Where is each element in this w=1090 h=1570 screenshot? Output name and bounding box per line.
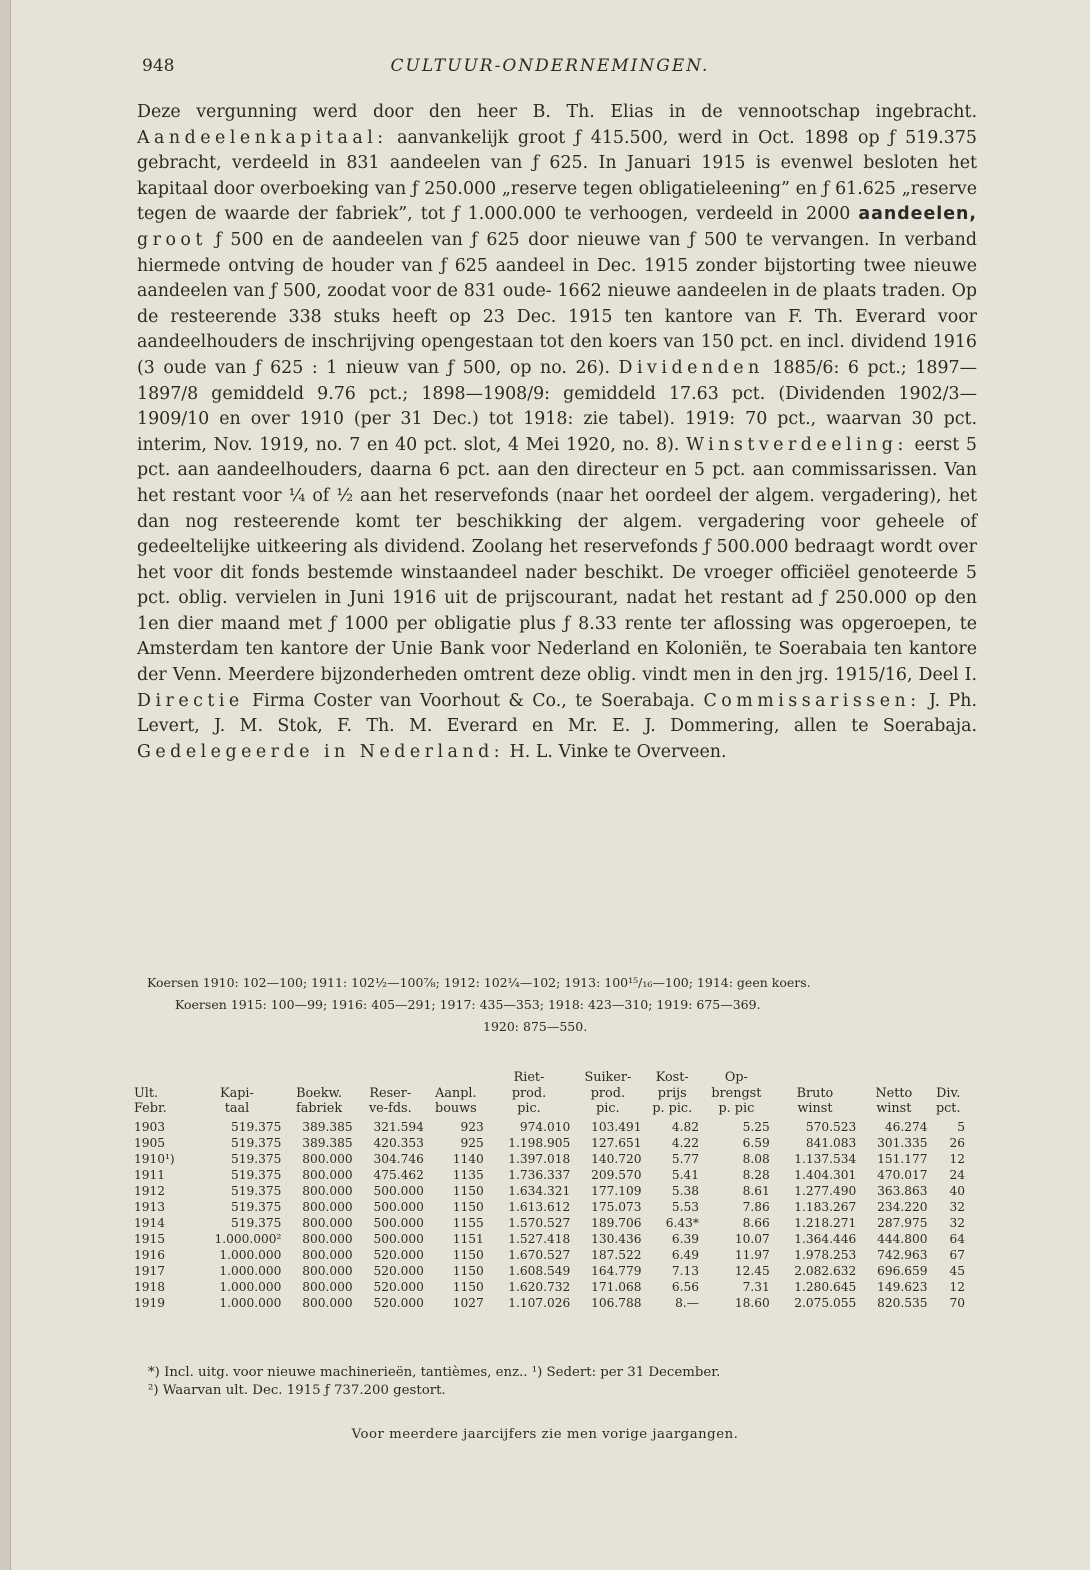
- spaced-heading-directie: Directie: [137, 690, 244, 711]
- price-quotes-line: Koersen 1910: 102—100; 1911: 102½—100⅞; 1912: 102¼—102; 1913: 100¹⁵/₁₆—100; 1914: geen koers.: [147, 975, 811, 990]
- table-row: [132, 1295, 967, 1311]
- table-cell: 520.000: [373, 1295, 424, 1310]
- table-cell: 500.000: [373, 1199, 424, 1214]
- financial-table: [132, 1070, 967, 1311]
- table-cell: 18.60: [734, 1295, 770, 1310]
- table-cell: 1.364.446: [794, 1231, 857, 1246]
- table-cell: 127.651: [591, 1135, 642, 1150]
- table-cell: 149.623: [877, 1279, 928, 1294]
- text-run: 1885/6: 6 pct.; 1897—1897/8 gemiddeld 9.76 pct.; 1898—1908/9: gemiddeld 17.63 pct. (Dividenden 1902/3—1909/10 en over 1910 (per 31 Dec.) tot 1918: zie tabel). 1919: 70 pct., waarvan 30 pct. interim, Nov. 1919, no. 7 en 40 pct. slot, 4 Mei 1920, no. 8).: [137, 357, 977, 455]
- table-cell: 1.000.000: [219, 1295, 282, 1310]
- spaced-word-groot: groot: [137, 229, 207, 250]
- table-cell: 1155: [452, 1215, 484, 1230]
- table-cell: 151.177: [877, 1151, 928, 1166]
- table-header-cell: Aanpl. bouws: [435, 1085, 477, 1116]
- table-cell: 519.375: [231, 1183, 282, 1198]
- table-cell: 444.800: [877, 1231, 928, 1246]
- table-cell: 1150: [452, 1247, 484, 1262]
- page-edge: [0, 0, 11, 1570]
- page-number: 948: [142, 56, 175, 76]
- table-cell: 2.075.055: [794, 1295, 857, 1310]
- table-cell: 140.720: [591, 1151, 642, 1166]
- table-cell: 520.000: [373, 1247, 424, 1262]
- text-run: Firma Coster van Voorhout & Co., te Soerabaja.: [243, 690, 704, 711]
- table-cell: 12: [949, 1151, 965, 1166]
- table-cell: 6.43*: [665, 1215, 699, 1230]
- table-cell: 800.000: [302, 1199, 353, 1214]
- table-cell: 696.659: [877, 1263, 928, 1278]
- table-cell: 7.86: [742, 1199, 770, 1214]
- table-cell: 500.000: [373, 1183, 424, 1198]
- table-header-cell: Ult. Febr.: [134, 1085, 167, 1116]
- table-cell: 1.736.337: [508, 1167, 571, 1182]
- table-cell: 46.274: [884, 1119, 928, 1134]
- table-cell: 1150: [452, 1263, 484, 1278]
- table-cell: 820.535: [877, 1295, 928, 1310]
- table-cell: 800.000: [302, 1183, 353, 1198]
- table-cell: 1.978.253: [794, 1247, 857, 1262]
- table-cell: 520.000: [373, 1279, 424, 1294]
- table-header-cell: Bruto winst: [796, 1085, 834, 1116]
- table-cell: 301.335: [877, 1135, 928, 1150]
- table-row: [132, 1279, 967, 1295]
- table-header-cell: Kapi- taal: [220, 1085, 254, 1116]
- spaced-heading-dividenden: Dividenden: [618, 357, 764, 378]
- table-row: [132, 1151, 967, 1167]
- table-header-cell: Boekw. fabriek: [295, 1085, 343, 1116]
- table-cell: 6.59: [742, 1135, 770, 1150]
- footnotes: [148, 1364, 978, 1399]
- table-cell: 304.746: [373, 1151, 424, 1166]
- table-row: [132, 1183, 967, 1199]
- table-cell: 8.61: [742, 1183, 770, 1198]
- table-cell: 500.000: [373, 1231, 424, 1246]
- table-cell: 519.375: [231, 1119, 282, 1134]
- table-cell: 841.083: [805, 1135, 857, 1150]
- table-cell: 1.107.026: [508, 1295, 571, 1310]
- table-cell: 5.38: [671, 1183, 699, 1198]
- table-cell: 570.523: [805, 1119, 857, 1134]
- table-cell: 1.634.321: [508, 1183, 571, 1198]
- table-cell: 32: [949, 1215, 965, 1230]
- table-cell: 1915: [134, 1231, 166, 1246]
- table-cell: 187.522: [591, 1247, 642, 1262]
- table-cell: 800.000: [302, 1247, 353, 1262]
- bold-heading-aandeelen: aandeelen,: [858, 204, 977, 225]
- table-cell: 189.706: [591, 1215, 642, 1230]
- table-cell: 800.000: [302, 1263, 353, 1278]
- text-run: H. L. Vinke te Overveen.: [504, 741, 727, 762]
- table-cell: 1.608.549: [508, 1263, 571, 1278]
- table-cell: 209.570: [591, 1167, 642, 1182]
- text-run: J. Ph. Levert, J. M. Stok, F. Th. M. Everard en Mr. E. J. Dommering, allen te Soerabaja.: [137, 690, 977, 737]
- table-cell: 1.404.301: [794, 1167, 857, 1182]
- table-cell: 1903: [134, 1119, 166, 1134]
- table-cell: 1.000.000: [219, 1263, 282, 1278]
- table-cell: 64: [949, 1231, 965, 1246]
- table-cell: 1150: [452, 1279, 484, 1294]
- table-cell: 389.385: [302, 1135, 353, 1150]
- footnote: *) Incl. uitg. voor nieuwe machinerieën, tantièmes, enz.. ¹) Sedert: per 31 December.: [148, 1365, 721, 1380]
- table-header-cell: Div. pct.: [935, 1085, 961, 1116]
- table-cell: 24: [949, 1167, 965, 1182]
- table-header-cell: Kost- prijs p. pic.: [652, 1070, 693, 1116]
- table-header-cell: Netto winst: [875, 1085, 913, 1116]
- text-run: aanvankelijk groot ƒ 415.500, werd in Oct. 1898 op ƒ 519.375 gebracht, verdeeld in 831 aandeelen van ƒ 625. In Januari 1915 is evenwel besloten het kapitaal door overboeking van ƒ 250.000 „reserve tegen obligatieleening” en ƒ 61.625 „reserve tegen de waarde der fabriek”, tot ƒ 1.000.000 te verhoogen, verdeeld in 2000: [137, 127, 977, 225]
- table-row: [132, 1247, 967, 1263]
- table-cell: 1.397.018: [508, 1151, 571, 1166]
- table-cell: 1913: [134, 1199, 166, 1214]
- table-cell: 363.863: [877, 1183, 928, 1198]
- table-cell: 106.788: [591, 1295, 642, 1310]
- table-cell: 519.375: [231, 1151, 282, 1166]
- table-cell: 800.000: [302, 1231, 353, 1246]
- footnote: ²) Waarvan ult. Dec. 1915 ƒ 737.200 gestort.: [148, 1382, 446, 1398]
- table-cell: 7.31: [742, 1279, 770, 1294]
- table-cell: 5: [957, 1119, 965, 1134]
- table-cell: 1.137.534: [794, 1151, 857, 1166]
- table-cell: 1914: [134, 1215, 166, 1230]
- table-cell: 800.000: [302, 1295, 353, 1310]
- table-cell: 1.218.271: [794, 1215, 857, 1230]
- table-header-cell: Suiker- prod. pic.: [584, 1070, 632, 1116]
- table-cell: 1.280.645: [794, 1279, 857, 1294]
- table-cell: 1.000.000: [219, 1279, 282, 1294]
- page-header: [120, 56, 980, 86]
- price-quotes-line: 1920: 875—550.: [483, 1019, 588, 1034]
- table-cell: 1.620.732: [508, 1279, 571, 1294]
- table-cell: 171.068: [591, 1279, 642, 1294]
- table-row: [132, 1263, 967, 1279]
- running-title: CULTUUR-ONDERNEMINGEN.: [390, 56, 710, 76]
- spaced-heading-aandeelenkapitaal: Aandeelenkapitaal:: [137, 127, 388, 148]
- table-cell: 1905: [134, 1135, 166, 1150]
- table-cell: 130.436: [591, 1231, 642, 1246]
- table-cell: 800.000: [302, 1167, 353, 1182]
- table-cell: 5.25: [742, 1119, 770, 1134]
- table-cell: 742.963: [877, 1247, 928, 1262]
- table-cell: 519.375: [231, 1215, 282, 1230]
- table-cell: 1.670.527: [508, 1247, 571, 1262]
- table-cell: 10.07: [734, 1231, 770, 1246]
- table-cell: 287.975: [877, 1215, 928, 1230]
- table-cell: 6.56: [671, 1279, 699, 1294]
- table-cell: 6.39: [671, 1231, 699, 1246]
- spaced-heading-gedelegeerde: Gedelegeerde in Nederland:: [137, 741, 505, 762]
- table-cell: 519.375: [231, 1199, 282, 1214]
- table-cell: 40: [949, 1183, 965, 1198]
- table-cell: 1027: [452, 1295, 484, 1310]
- table-cell: 67: [949, 1247, 965, 1262]
- price-quotes: [137, 972, 977, 1038]
- table-header-cell: Riet- prod. pic.: [511, 1070, 547, 1116]
- table-cell: 470.017: [877, 1167, 928, 1182]
- table-row: [132, 1135, 967, 1151]
- table-cell: 1910¹): [134, 1151, 175, 1166]
- table-cell: 1.000.000: [219, 1247, 282, 1262]
- table-cell: 2.082.632: [794, 1263, 857, 1278]
- table-cell: 103.491: [591, 1119, 642, 1134]
- body-text: [137, 100, 977, 765]
- table-cell: 1.277.490: [794, 1183, 857, 1198]
- table-cell: 800.000: [302, 1151, 353, 1166]
- table-cell: 12.45: [734, 1263, 770, 1278]
- table-cell: 234.220: [877, 1199, 928, 1214]
- table-cell: 26: [949, 1135, 965, 1150]
- table-row: [132, 1119, 967, 1135]
- text-run: ƒ 500 en de aandeelen van ƒ 625 door nieuwe van ƒ 500 te vervangen. In verband hiermede ontving de houder van ƒ 625 aandeel in Dec. 1915 zonder bijstorting twee nieuwe aandeelen van ƒ 500, zoodat voor de 831 oude- 1662 nieuwe aandeelen in de plaats traden. Op de resteerende 338 stuks heeft op 23 Dec. 1915 ten kantore van F. Th. Everard voor aandeelhouders de inschrijving opengestaan tot den koers van 150 pct. en incl. dividend 1916 (3 oude van ƒ 625 : 1 nieuw van ƒ 500, op no. 26).: [137, 229, 977, 378]
- table-cell: 1918: [134, 1279, 166, 1294]
- table-header: [132, 1070, 967, 1119]
- table-cell: 519.375: [231, 1135, 282, 1150]
- table-cell: 800.000: [302, 1215, 353, 1230]
- table-cell: 70: [949, 1295, 965, 1310]
- table-cell: 800.000: [302, 1279, 353, 1294]
- table-cell: 1135: [452, 1167, 484, 1182]
- table-cell: 177.109: [591, 1183, 642, 1198]
- table-cell: 11.97: [734, 1247, 770, 1262]
- table-cell: 1.183.267: [794, 1199, 857, 1214]
- table-cell: 7.13: [671, 1263, 699, 1278]
- table-header-row: [132, 1070, 967, 1119]
- table-cell: 45: [949, 1263, 965, 1278]
- table-cell: 923: [460, 1119, 484, 1134]
- table-cell: 8.28: [742, 1167, 770, 1182]
- table-cell: 974.010: [519, 1119, 571, 1134]
- text-run: Deze vergunning werd door den heer B. Th. Elias in de vennootschap ingebracht.: [137, 102, 977, 122]
- table-cell: 1150: [452, 1183, 484, 1198]
- table-cell: 1911: [134, 1167, 166, 1182]
- table-row: [132, 1167, 967, 1183]
- table-cell: 32: [949, 1199, 965, 1214]
- spaced-heading-commissarissen: Commissarissen:: [703, 690, 921, 711]
- table-row: [132, 1231, 967, 1247]
- table-cell: 12: [949, 1279, 965, 1294]
- table-cell: 164.779: [591, 1263, 642, 1278]
- table-cell: 8.—: [675, 1295, 699, 1310]
- price-quotes-line: Koersen 1915: 100—99; 1916: 405—291; 1917: 435—353; 1918: 423—310; 1919: 675—369.: [175, 997, 761, 1012]
- table-cell: 1150: [452, 1199, 484, 1214]
- table-cell: 475.462: [373, 1167, 424, 1182]
- table-header-cell: Reser- ve-fds.: [368, 1085, 412, 1116]
- table-cell: 4.82: [671, 1119, 699, 1134]
- table-cell: 1.527.418: [508, 1231, 571, 1246]
- table-row: [132, 1215, 967, 1231]
- table-cell: 1.570.527: [508, 1215, 571, 1230]
- table-cell: 1919: [134, 1295, 166, 1310]
- table-cell: 5.53: [671, 1199, 699, 1214]
- table-cell: 500.000: [373, 1215, 424, 1230]
- table-cell: 4.22: [671, 1135, 699, 1150]
- table-cell: 1917: [134, 1263, 166, 1278]
- table-cell: 389.385: [302, 1119, 353, 1134]
- table-cell: 1.613.612: [508, 1199, 571, 1214]
- table-cell: 1.198.905: [508, 1135, 571, 1150]
- table-body: [132, 1119, 967, 1311]
- company-description-paragraph: [137, 100, 977, 765]
- table-cell: 8.66: [742, 1215, 770, 1230]
- table-row: [132, 1199, 967, 1215]
- spaced-heading-winstverdeeling: Winstverdeeling:: [686, 434, 908, 455]
- table-cell: 8.08: [742, 1151, 770, 1166]
- text-run: eerst 5 pct. aan aandeelhouders, daarna 6 pct. aan den directeur en 5 pct. aan commissarissen. Van het restant voor ¼ of ½ aan het reservefonds (naar het oordeel der algem. vergadering), het dan nog resteerende komt ter beschikking der algem. vergadering voor geheele of gedeeltelijke uitkeering als dividend. Zoolang het reservefonds ƒ 500.000 bedraagt wordt over het voor dit fonds bestemde winstaandeel nader beschikt. De vroeger officiëel genoteerde 5 pct. oblig. vervielen in Juni 1916 uit de prijscourant, nadat het restant ad ƒ 250.000 op den 1en dier maand met ƒ 1000 per obligatie plus ƒ 8.33 rente ter aflossing was opgeroepen, te Amsterdam ten kantore der Unie Bank voor Nederland en Koloniën, te Soerabaia ten kantore der Venn. Meerdere bijzonderheden omtrent deze oblig. vindt men in den jrg. 1915/16, Deel I.: [137, 434, 977, 686]
- table-cell: 1912: [134, 1183, 166, 1198]
- table-cell: 5.77: [671, 1151, 699, 1166]
- table-cell: 1140: [452, 1151, 484, 1166]
- table-cell: 520.000: [373, 1263, 424, 1278]
- table-cell: 1.000.000²: [214, 1231, 282, 1246]
- table-cell: 6.49: [671, 1247, 699, 1262]
- table-cell: 321.594: [373, 1119, 424, 1134]
- table-cell: 5.41: [671, 1167, 699, 1182]
- table-cell: 420.353: [373, 1135, 424, 1150]
- table-cell: 925: [460, 1135, 484, 1150]
- table-cell: 175.073: [591, 1199, 642, 1214]
- table-cell: 1151: [452, 1231, 484, 1246]
- table-cell: 1916: [134, 1247, 166, 1262]
- table-header-cell: Op- brengst p. pic: [711, 1070, 762, 1116]
- closing-note: Voor meerdere jaarcijfers zie men vorige jaargangen.: [351, 1427, 739, 1442]
- table-cell: 519.375: [231, 1167, 282, 1182]
